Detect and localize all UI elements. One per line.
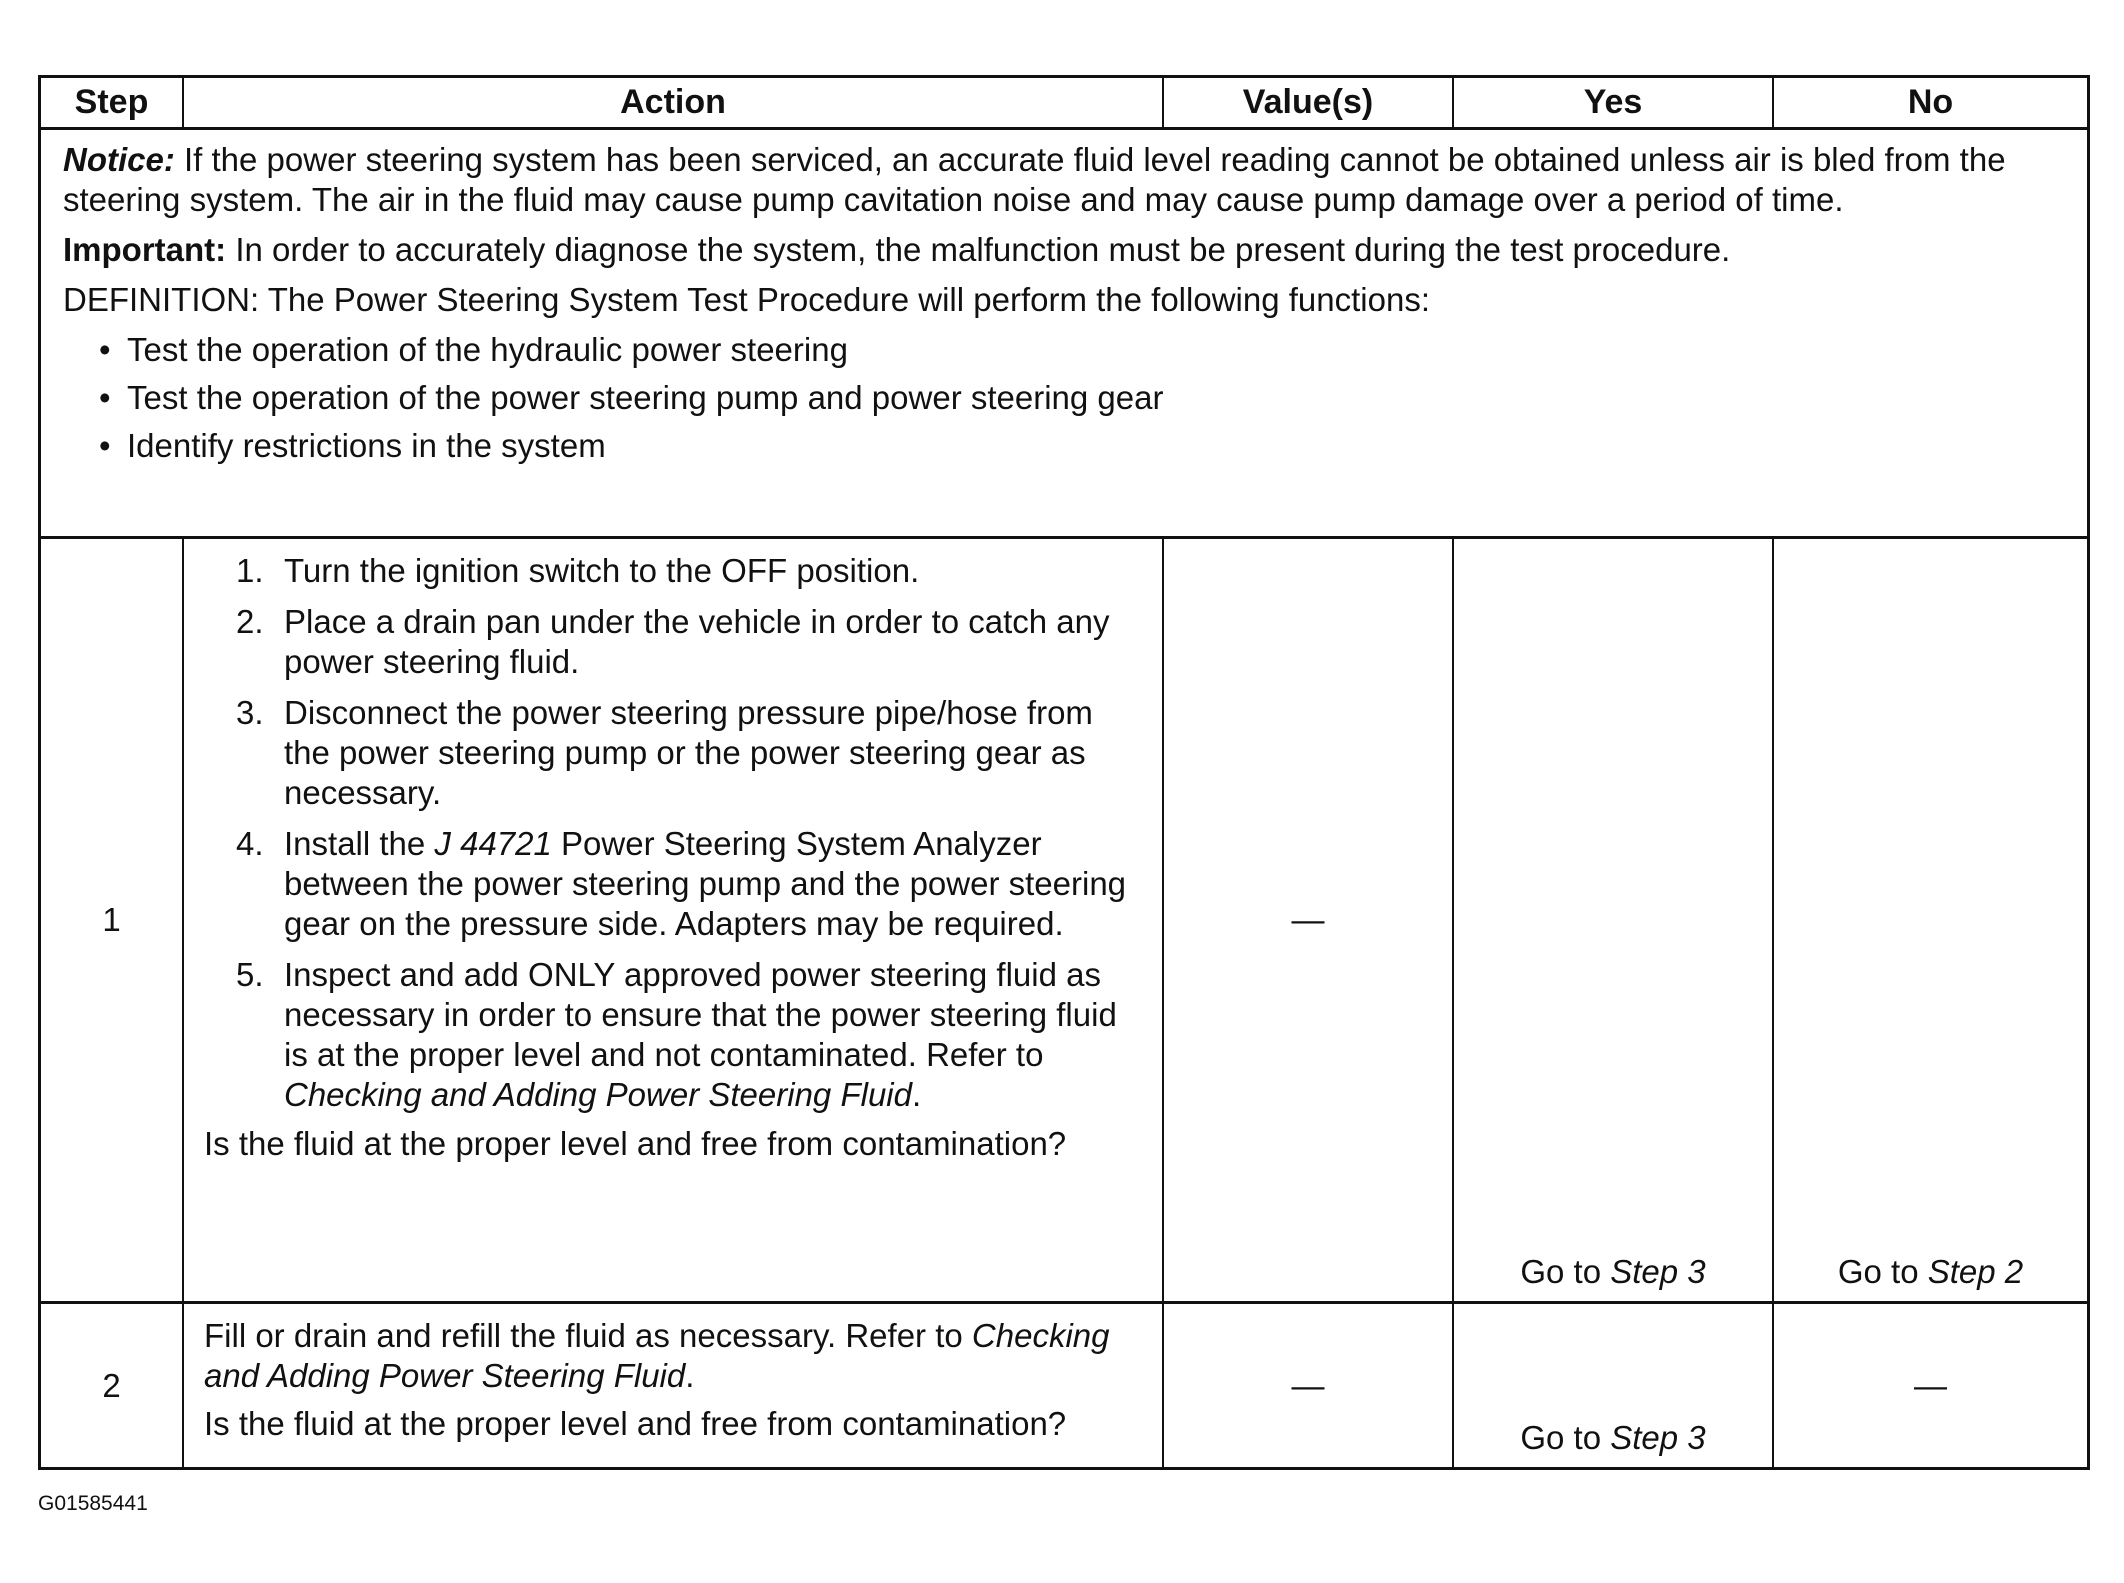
list-item: [236, 955, 1146, 1115]
goto-prefix: Go to: [1520, 1419, 1611, 1456]
value-cell: —: [1163, 538, 1453, 1303]
figure-id: G01585441: [38, 1492, 148, 1515]
yes-cell: [1453, 1303, 1773, 1468]
table-row-step-1: [41, 538, 2087, 1303]
value-cell: —: [1163, 1303, 1453, 1468]
diagnostic-table: [41, 78, 2087, 1467]
procedure-reference-link[interactable]: Checking and Adding Power Steering Fluid: [204, 1317, 1110, 1394]
notice-label: Notice:: [63, 141, 175, 178]
important-label: Important:: [63, 231, 227, 268]
action-text: [204, 1316, 1146, 1396]
goto-step-link[interactable]: Step 3: [1610, 1253, 1706, 1290]
list-item: [236, 693, 1146, 813]
table-header-row: [41, 78, 2087, 129]
procedure-reference-link[interactable]: Checking and Adding Power Steering Fluid: [284, 1076, 912, 1113]
no-cell: [1773, 538, 2087, 1303]
item-number: 4.: [236, 825, 264, 862]
goto-step-link[interactable]: Step 3: [1610, 1419, 1706, 1456]
item-number: 5.: [236, 956, 264, 993]
list-item: • Test the operation of the hydraulic power steering: [99, 330, 2071, 370]
action-text-pre: Fill or drain and refill the fluid as necessary. Refer to: [204, 1317, 972, 1354]
item-text: Turn the ignition switch to the OFF position.: [284, 552, 920, 589]
notice-paragraph: [63, 140, 2071, 220]
goto-prefix: Go to: [1520, 1253, 1611, 1290]
important-paragraph: [63, 230, 2071, 270]
function-list: [63, 330, 2071, 466]
step-question: Is the fluid at the proper level and free from contamination?: [204, 1125, 1067, 1162]
item-text-post: Power Steering System Analyzer between the power steering pump and the power steering gear on the pressure side. Adapters may be required.: [284, 825, 1127, 942]
action-steps-list: [204, 551, 1146, 1115]
item-number: 2.: [236, 603, 264, 640]
definition-paragraph: DEFINITION: The Power Steering System Test Procedure will perform the following functions:: [63, 281, 1430, 318]
header-yes: Yes: [1453, 78, 1773, 129]
item-number: 1.: [236, 552, 264, 589]
item-text-pre: Inspect and add ONLY approved power steering fluid as necessary in order to ensure that the power steering fluid is at the proper level and not contaminated. Refer to: [284, 956, 1117, 1073]
header-step: Step: [41, 78, 183, 129]
item-number: 3.: [236, 694, 264, 731]
item-text: Place a drain pan under the vehicle in order to catch any power steering fluid.: [284, 603, 1110, 680]
item-text-post: .: [911, 1076, 922, 1113]
list-item: [236, 824, 1146, 944]
no-cell: —: [1773, 1303, 2087, 1468]
diagnostic-table-frame: [38, 75, 2090, 1470]
step-number: 1: [41, 538, 183, 1303]
notice-text: If the power steering system has been serviced, an accurate fluid level reading cannot be obtained unless air is bled from the steering system. The air in the fluid may cause pump cavitation noise and may cause pump damage over a period of time.: [63, 141, 2006, 218]
list-item: [236, 551, 1146, 591]
intro-cell: [41, 129, 2087, 538]
step-number: 2: [41, 1303, 183, 1468]
intro-row: [41, 129, 2087, 538]
step-question: Is the fluid at the proper level and free from contamination?: [204, 1405, 1067, 1442]
goto-prefix: Go to: [1837, 1253, 1928, 1290]
important-text: In order to accurately diagnose the system, the malfunction must be present during the test procedure.: [226, 231, 1731, 268]
header-values: Value(s): [1163, 78, 1453, 129]
tool-reference: J 44721: [434, 825, 552, 862]
item-text-pre: Install the: [284, 825, 435, 862]
list-item: [236, 602, 1146, 682]
header-no: No: [1773, 78, 2087, 129]
list-item: • Identify restrictions in the system: [99, 426, 2071, 466]
action-text-post: .: [685, 1357, 695, 1394]
list-item: • Test the operation of the power steering pump and power steering gear: [99, 378, 2071, 418]
goto-step-link[interactable]: Step 2: [1927, 1253, 2024, 1290]
item-text: Disconnect the power steering pressure pipe/hose from the power steering pump or the power steering gear as necessary.: [284, 694, 1093, 811]
action-cell: [183, 1303, 1163, 1468]
action-cell: [183, 538, 1163, 1303]
header-action: Action: [183, 78, 1163, 129]
table-row-step-2: [41, 1303, 2087, 1468]
yes-cell: [1453, 538, 1773, 1303]
